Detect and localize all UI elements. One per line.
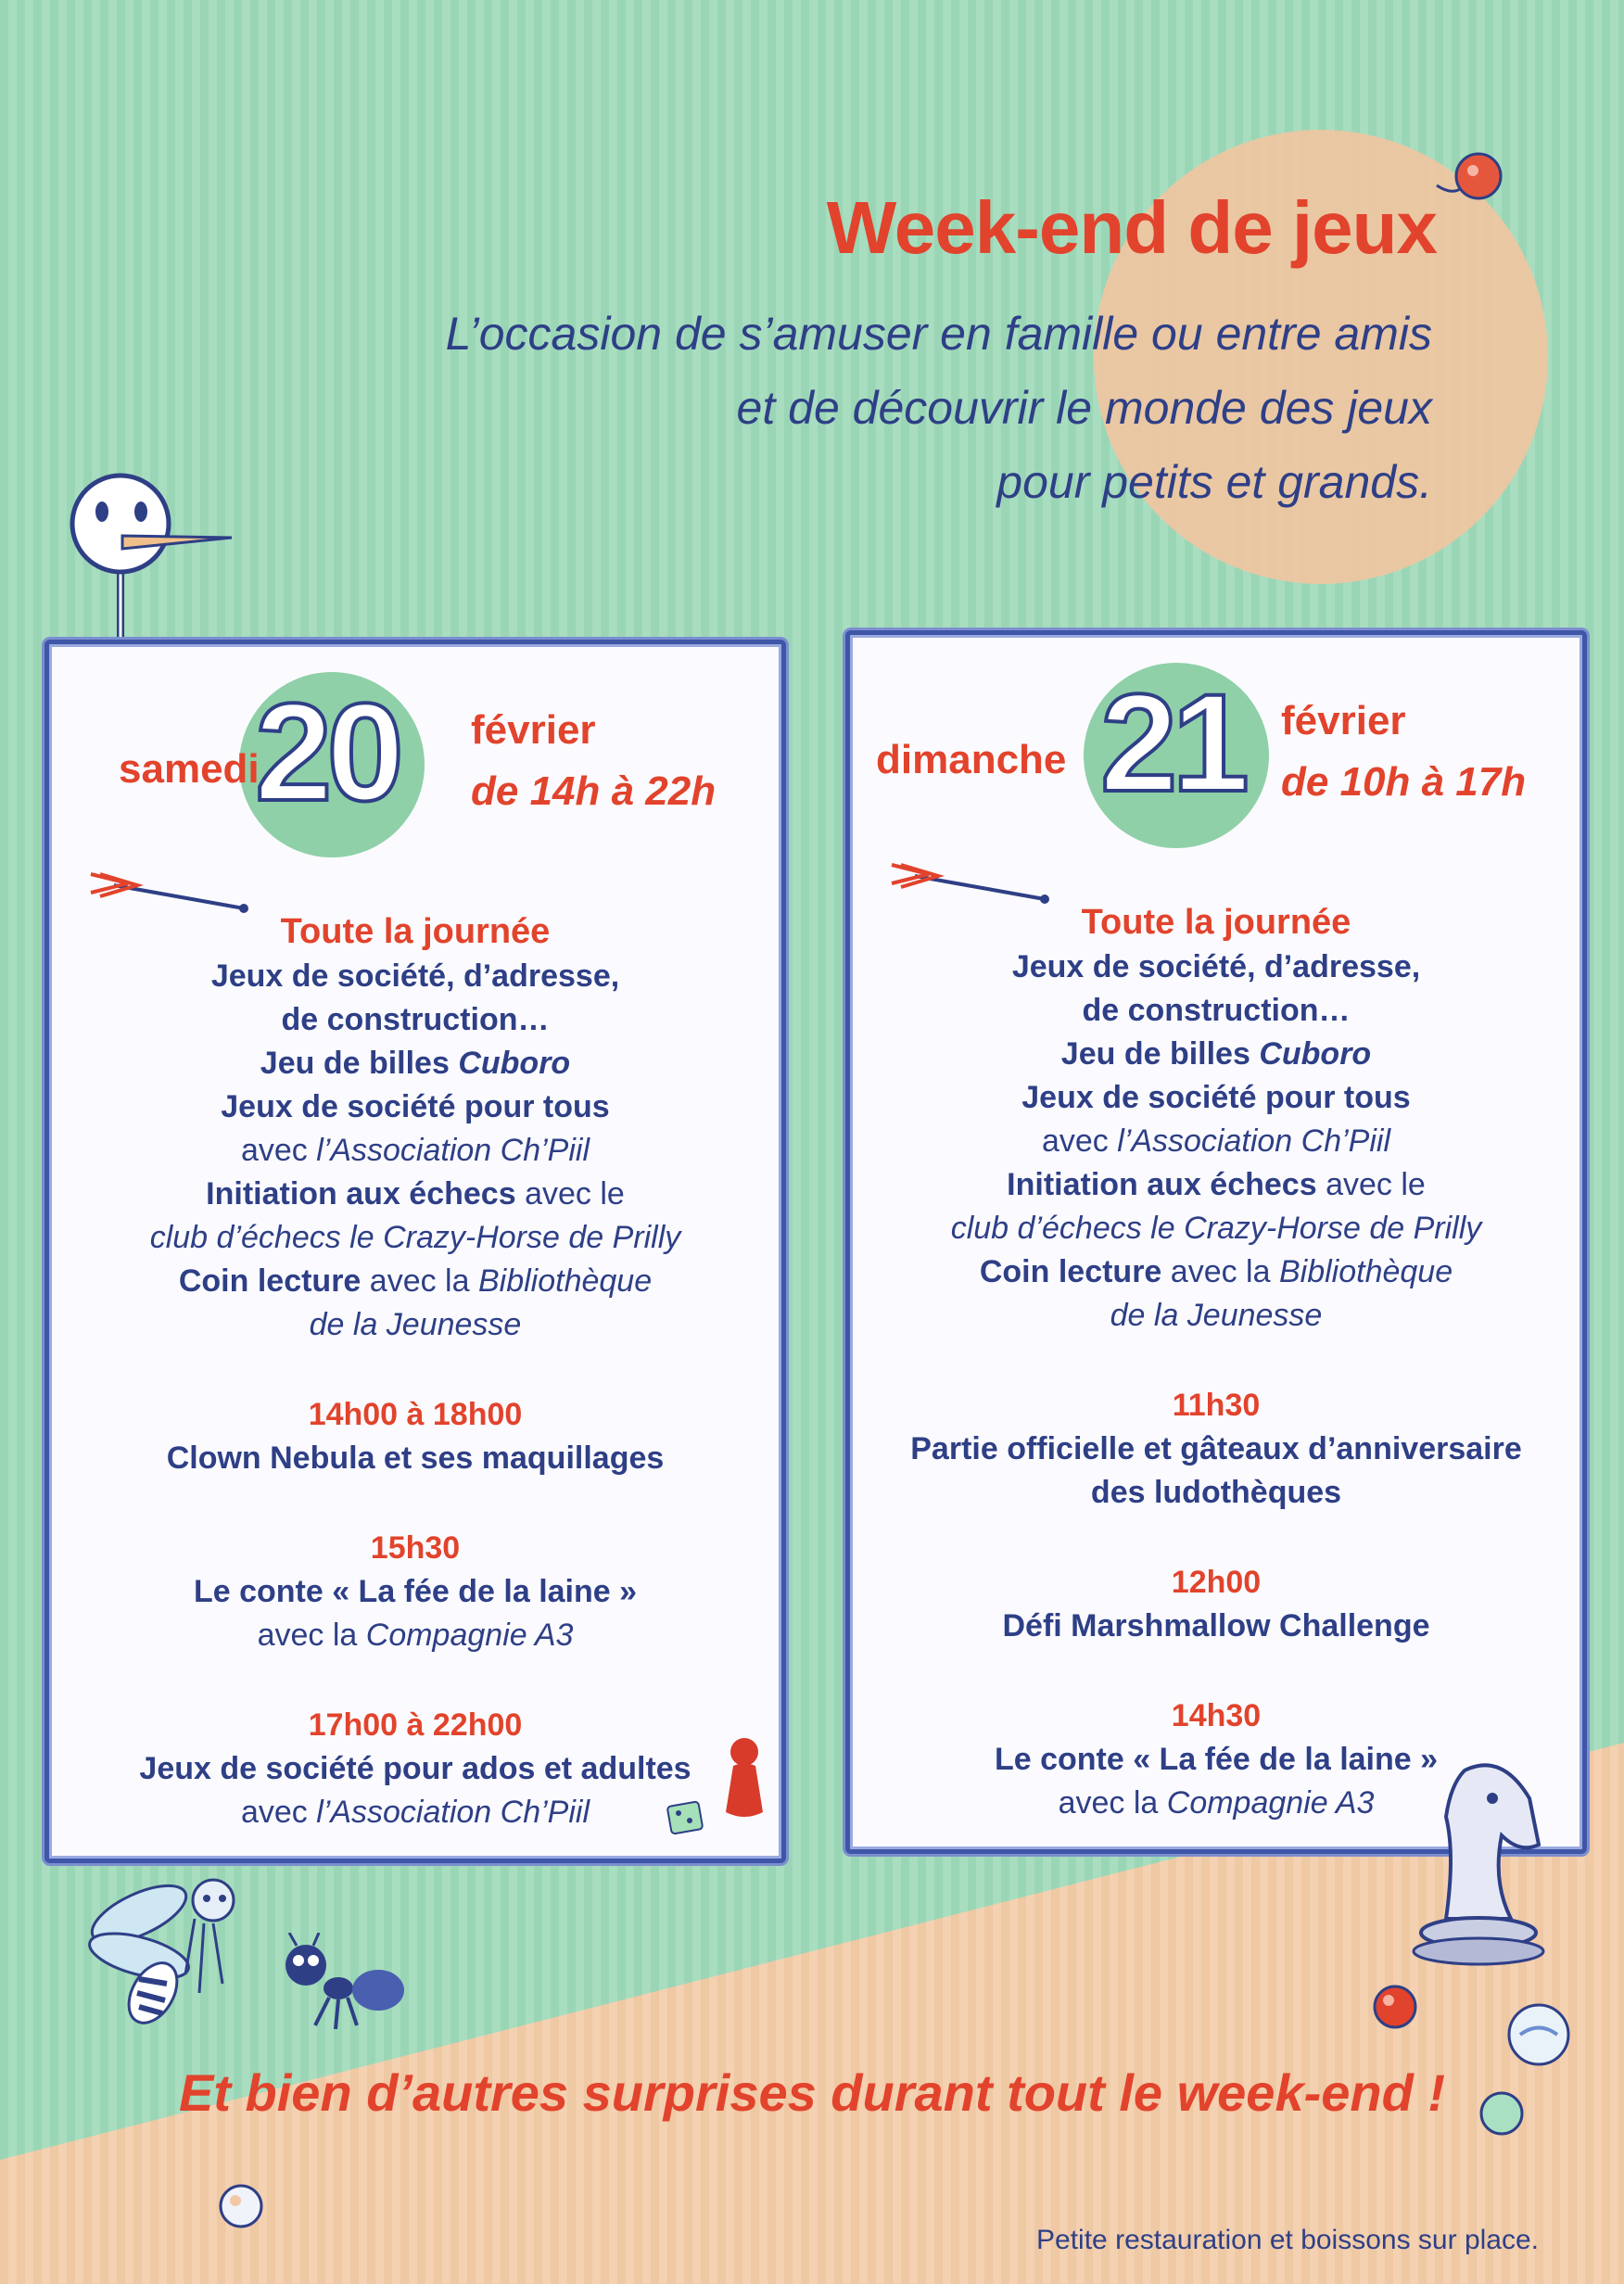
event-time: 17h00 à 22h00: [308, 1707, 523, 1743]
event-time: 12h00: [1171, 1565, 1262, 1600]
day-number: 20: [255, 674, 399, 830]
event-time: 15h30: [370, 1530, 461, 1566]
program-text: avec la: [1058, 1785, 1167, 1821]
event-title: Partie officielle et gâteaux d’anniversaire: [910, 1431, 1522, 1466]
die-icon: [666, 1798, 710, 1837]
pawn-icon: [717, 1733, 772, 1826]
event-time: 14h00 à 18h00: [308, 1397, 523, 1432]
program-text: avec la: [361, 1263, 478, 1299]
page-title: Week-end de jeux: [826, 186, 1437, 269]
date-details: [471, 700, 716, 822]
day-name: dimanche: [876, 737, 1067, 782]
program-text: l’Association Ch’Piil: [316, 1133, 590, 1168]
day-header: [850, 665, 1582, 839]
program-text: Jeu de billes: [260, 1046, 459, 1081]
day-panel-saturday: [44, 640, 786, 1863]
ant-icon: [278, 1933, 408, 2035]
program-text: avec le: [515, 1176, 625, 1212]
program: [49, 908, 781, 1834]
program-text: l’Association Ch’Piil: [1117, 1123, 1391, 1159]
knight-icon: [1409, 1743, 1548, 1984]
program-line: Jeux de société pour tous: [221, 1089, 610, 1124]
program-text: avec: [240, 1795, 317, 1830]
day-number: 21: [1100, 665, 1244, 820]
program-line: [850, 1033, 1582, 1076]
program-text: Jeu de billes: [1060, 1036, 1260, 1072]
program-line: de construction…: [281, 1002, 550, 1037]
marble-icon: [1353, 1974, 1427, 2039]
subtitle-line: pour petits et grands.: [996, 456, 1432, 508]
month: février: [471, 707, 596, 753]
program-line: Jeux de société, d’adresse,: [1011, 949, 1421, 984]
all-day-title: Toute la journée: [1081, 903, 1351, 942]
program-text: Cuboro: [458, 1046, 571, 1081]
hours: de 14h à 22h: [471, 768, 717, 814]
program-text: Compagnie A3: [1166, 1785, 1375, 1821]
event-title: Défi Marshmallow Challenge: [1002, 1608, 1430, 1643]
program-text: l’Association Ch’Piil: [316, 1795, 590, 1830]
event-time: 11h30: [1172, 1388, 1261, 1423]
program-line: Jeux de société pour tous: [1021, 1080, 1411, 1115]
program-line: Jeux de société, d’adresse,: [210, 958, 620, 994]
program-text: Compagnie A3: [365, 1618, 574, 1653]
program-text: Coin lecture: [979, 1254, 1162, 1289]
program-text: Initiation aux échecs: [1007, 1167, 1317, 1202]
program-text: Bibliothèque: [1278, 1254, 1453, 1289]
date-details: [1281, 691, 1526, 813]
event-title: Clown Nebula et ses maquillages: [166, 1440, 665, 1476]
day-panel-sunday: [845, 630, 1587, 1854]
program-line: [49, 1173, 781, 1216]
program-text: avec la: [257, 1618, 366, 1653]
event-time: 14h30: [1171, 1698, 1262, 1733]
event-title: Le conte « La fée de la laine »: [193, 1574, 638, 1609]
program-line: de construction…: [1082, 993, 1351, 1028]
program-line: [49, 1042, 781, 1085]
program-text: avec: [240, 1133, 317, 1168]
program-line: [49, 1260, 781, 1303]
program-text: avec: [1041, 1123, 1118, 1159]
wasp-icon: [83, 1872, 278, 2039]
event-detail: [49, 1614, 781, 1657]
program-text: Coin lecture: [178, 1263, 362, 1299]
event-title: Jeux de société pour ados et adultes: [139, 1751, 691, 1786]
program-line: de la Jeunesse: [1110, 1298, 1323, 1333]
day-header: [49, 674, 781, 848]
program-line: [850, 1120, 1582, 1163]
all-day-title: Toute la journée: [280, 912, 551, 951]
hours: de 10h à 17h: [1281, 759, 1527, 805]
event-title: des ludothèques: [1090, 1475, 1342, 1510]
program-line: club d’échecs le Crazy-Horse de Prilly: [149, 1220, 681, 1255]
program-text: avec le: [1316, 1167, 1426, 1202]
program-text: Bibliothèque: [477, 1263, 653, 1299]
program-line: [49, 1129, 781, 1173]
marble-icon: [209, 2174, 273, 2239]
subtitle-line: et de découvrir le monde des jeux: [736, 382, 1432, 434]
program-line: [850, 1250, 1582, 1294]
subtitle: [278, 297, 1432, 519]
program-text: Initiation aux échecs: [206, 1176, 516, 1212]
marble-icon: [1432, 148, 1506, 204]
program-text: Cuboro: [1259, 1036, 1372, 1072]
surprises-text: Et bien d’autres surprises durant tout le week-end !: [178, 2063, 1446, 2122]
day-name: samedi: [119, 746, 260, 792]
event-title: Le conte « La fée de la laine »: [994, 1742, 1439, 1777]
month: février: [1281, 698, 1406, 743]
subtitle-line: L’occasion de s’amuser en famille ou entre amis: [445, 308, 1432, 360]
program-line: de la Jeunesse: [309, 1307, 522, 1342]
program-line: [850, 1163, 1582, 1207]
program-line: club d’échecs le Crazy-Horse de Prilly: [950, 1211, 1482, 1246]
refreshments-note: Petite restauration et boissons sur place.: [1036, 2225, 1539, 2255]
program: [850, 899, 1582, 1825]
program-text: avec la: [1161, 1254, 1279, 1289]
